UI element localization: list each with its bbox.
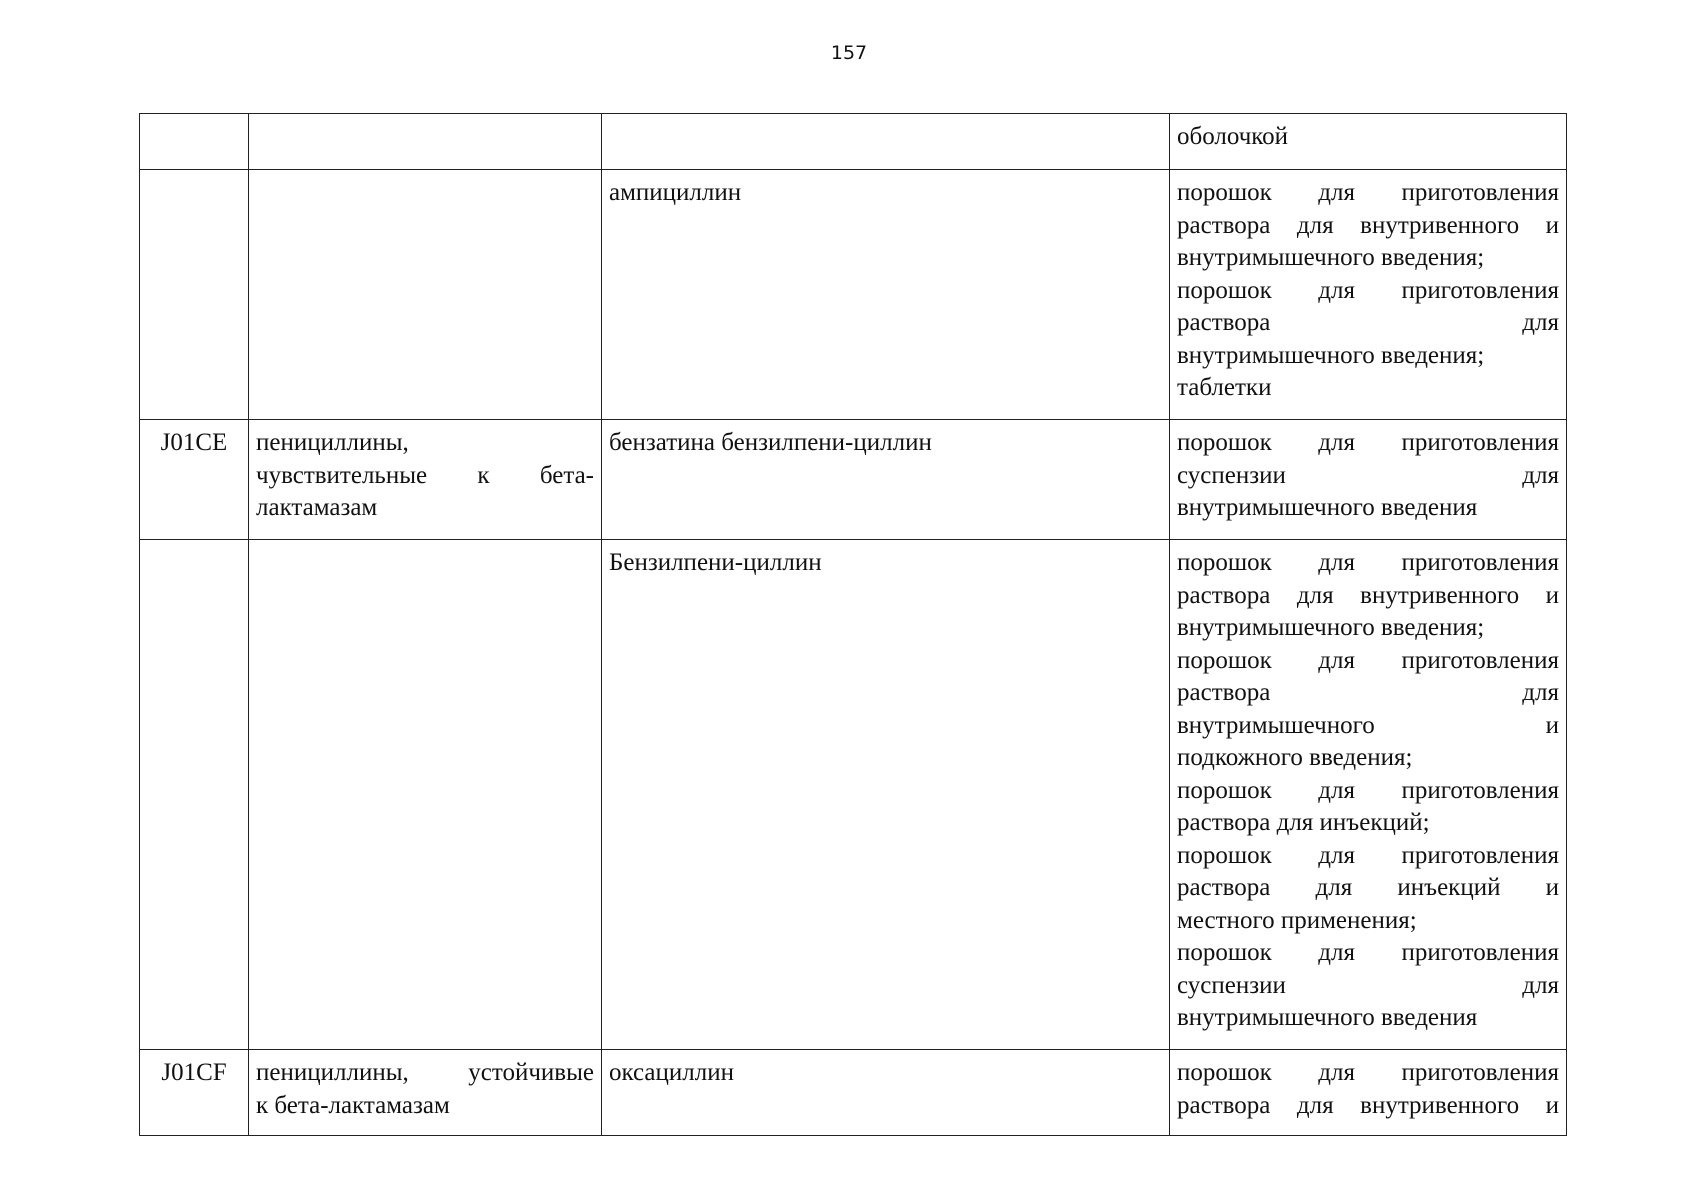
form-line: порошок для приготовления xyxy=(1177,646,1559,674)
drug-table xyxy=(139,113,1567,1136)
form-line: внутримышечного введения; xyxy=(1177,244,1485,271)
dosage-form-cell xyxy=(1170,114,1567,170)
dosage-form-cell xyxy=(1170,170,1567,420)
drug-name-cell xyxy=(602,114,1170,170)
form-line: раствора для xyxy=(1177,309,1559,336)
form-line: порошок для приготовления xyxy=(1177,549,1559,576)
form-line: раствора для xyxy=(1177,679,1559,706)
form-line: раствора для внутривенного и xyxy=(1177,211,1559,239)
form-line: внутримышечного введения; xyxy=(1177,614,1485,641)
form-line: внутримышечного и xyxy=(1177,711,1559,739)
form-line: подкожного введения; xyxy=(1177,744,1413,771)
table-row xyxy=(140,420,1567,540)
form-line: таблетки xyxy=(1177,374,1272,401)
drug-name-cell: оксациллин xyxy=(602,1050,1170,1136)
dosage-form-cell xyxy=(1170,420,1567,540)
dosage-form-cell xyxy=(1170,540,1567,1050)
group-cell xyxy=(249,420,602,540)
form-line: суспензии для xyxy=(1177,971,1559,999)
form-line: раствора для инъекций; xyxy=(1177,809,1430,836)
form-line: раствора для инъекций и xyxy=(1177,874,1559,901)
form-line: суспензии для xyxy=(1177,461,1559,489)
form-line: внутримышечного введения xyxy=(1177,1004,1478,1031)
form-line: внутримышечного введения xyxy=(1177,494,1478,521)
atc-code-cell xyxy=(140,540,249,1050)
form-line: порошок для приготовления xyxy=(1177,179,1559,206)
atc-code-cell xyxy=(140,114,249,170)
table-row xyxy=(140,1050,1567,1136)
group-cell xyxy=(249,540,602,1050)
group-line: чувствительные к бета- xyxy=(256,461,594,489)
group-line: пенициллины, xyxy=(256,429,409,456)
form-line: порошок для приготовления xyxy=(1177,939,1559,966)
page-number: 157 xyxy=(830,42,868,64)
drug-name-cell: ампициллин xyxy=(602,170,1170,420)
drug-name-cell: бензатина бензилпени-циллин xyxy=(602,420,1170,540)
form-line: порошок для приготовления xyxy=(1177,276,1559,304)
table-row xyxy=(140,170,1567,420)
atc-code-cell xyxy=(140,170,249,420)
group-cell xyxy=(249,170,602,420)
form-line: раствора для внутривенного и xyxy=(1177,1091,1559,1119)
table-row xyxy=(140,540,1567,1050)
group-line: к бета-лактамазам xyxy=(256,1091,450,1119)
group-line: пенициллины, устойчивые xyxy=(256,1059,594,1086)
atc-code-cell: J01CE xyxy=(140,420,249,540)
form-line: порошок для приготовления xyxy=(1177,429,1559,456)
group-cell xyxy=(249,1050,602,1136)
table-row xyxy=(140,114,1567,170)
form-line: порошок для приготовления xyxy=(1177,776,1559,804)
form-line: оболочкой xyxy=(1177,123,1289,150)
form-line: раствора для внутривенного и xyxy=(1177,581,1559,609)
atc-code-cell: J01CF xyxy=(140,1050,249,1136)
form-line: местного применения; xyxy=(1177,906,1417,934)
form-line: порошок для приготовления xyxy=(1177,1059,1559,1086)
form-line: внутримышечного введения; xyxy=(1177,341,1485,369)
form-line: порошок для приготовления xyxy=(1177,841,1559,869)
drug-name-cell: Бензилпени-циллин xyxy=(602,540,1170,1050)
group-line: лактамазам xyxy=(256,494,378,521)
group-cell xyxy=(249,114,602,170)
dosage-form-cell xyxy=(1170,1050,1567,1136)
